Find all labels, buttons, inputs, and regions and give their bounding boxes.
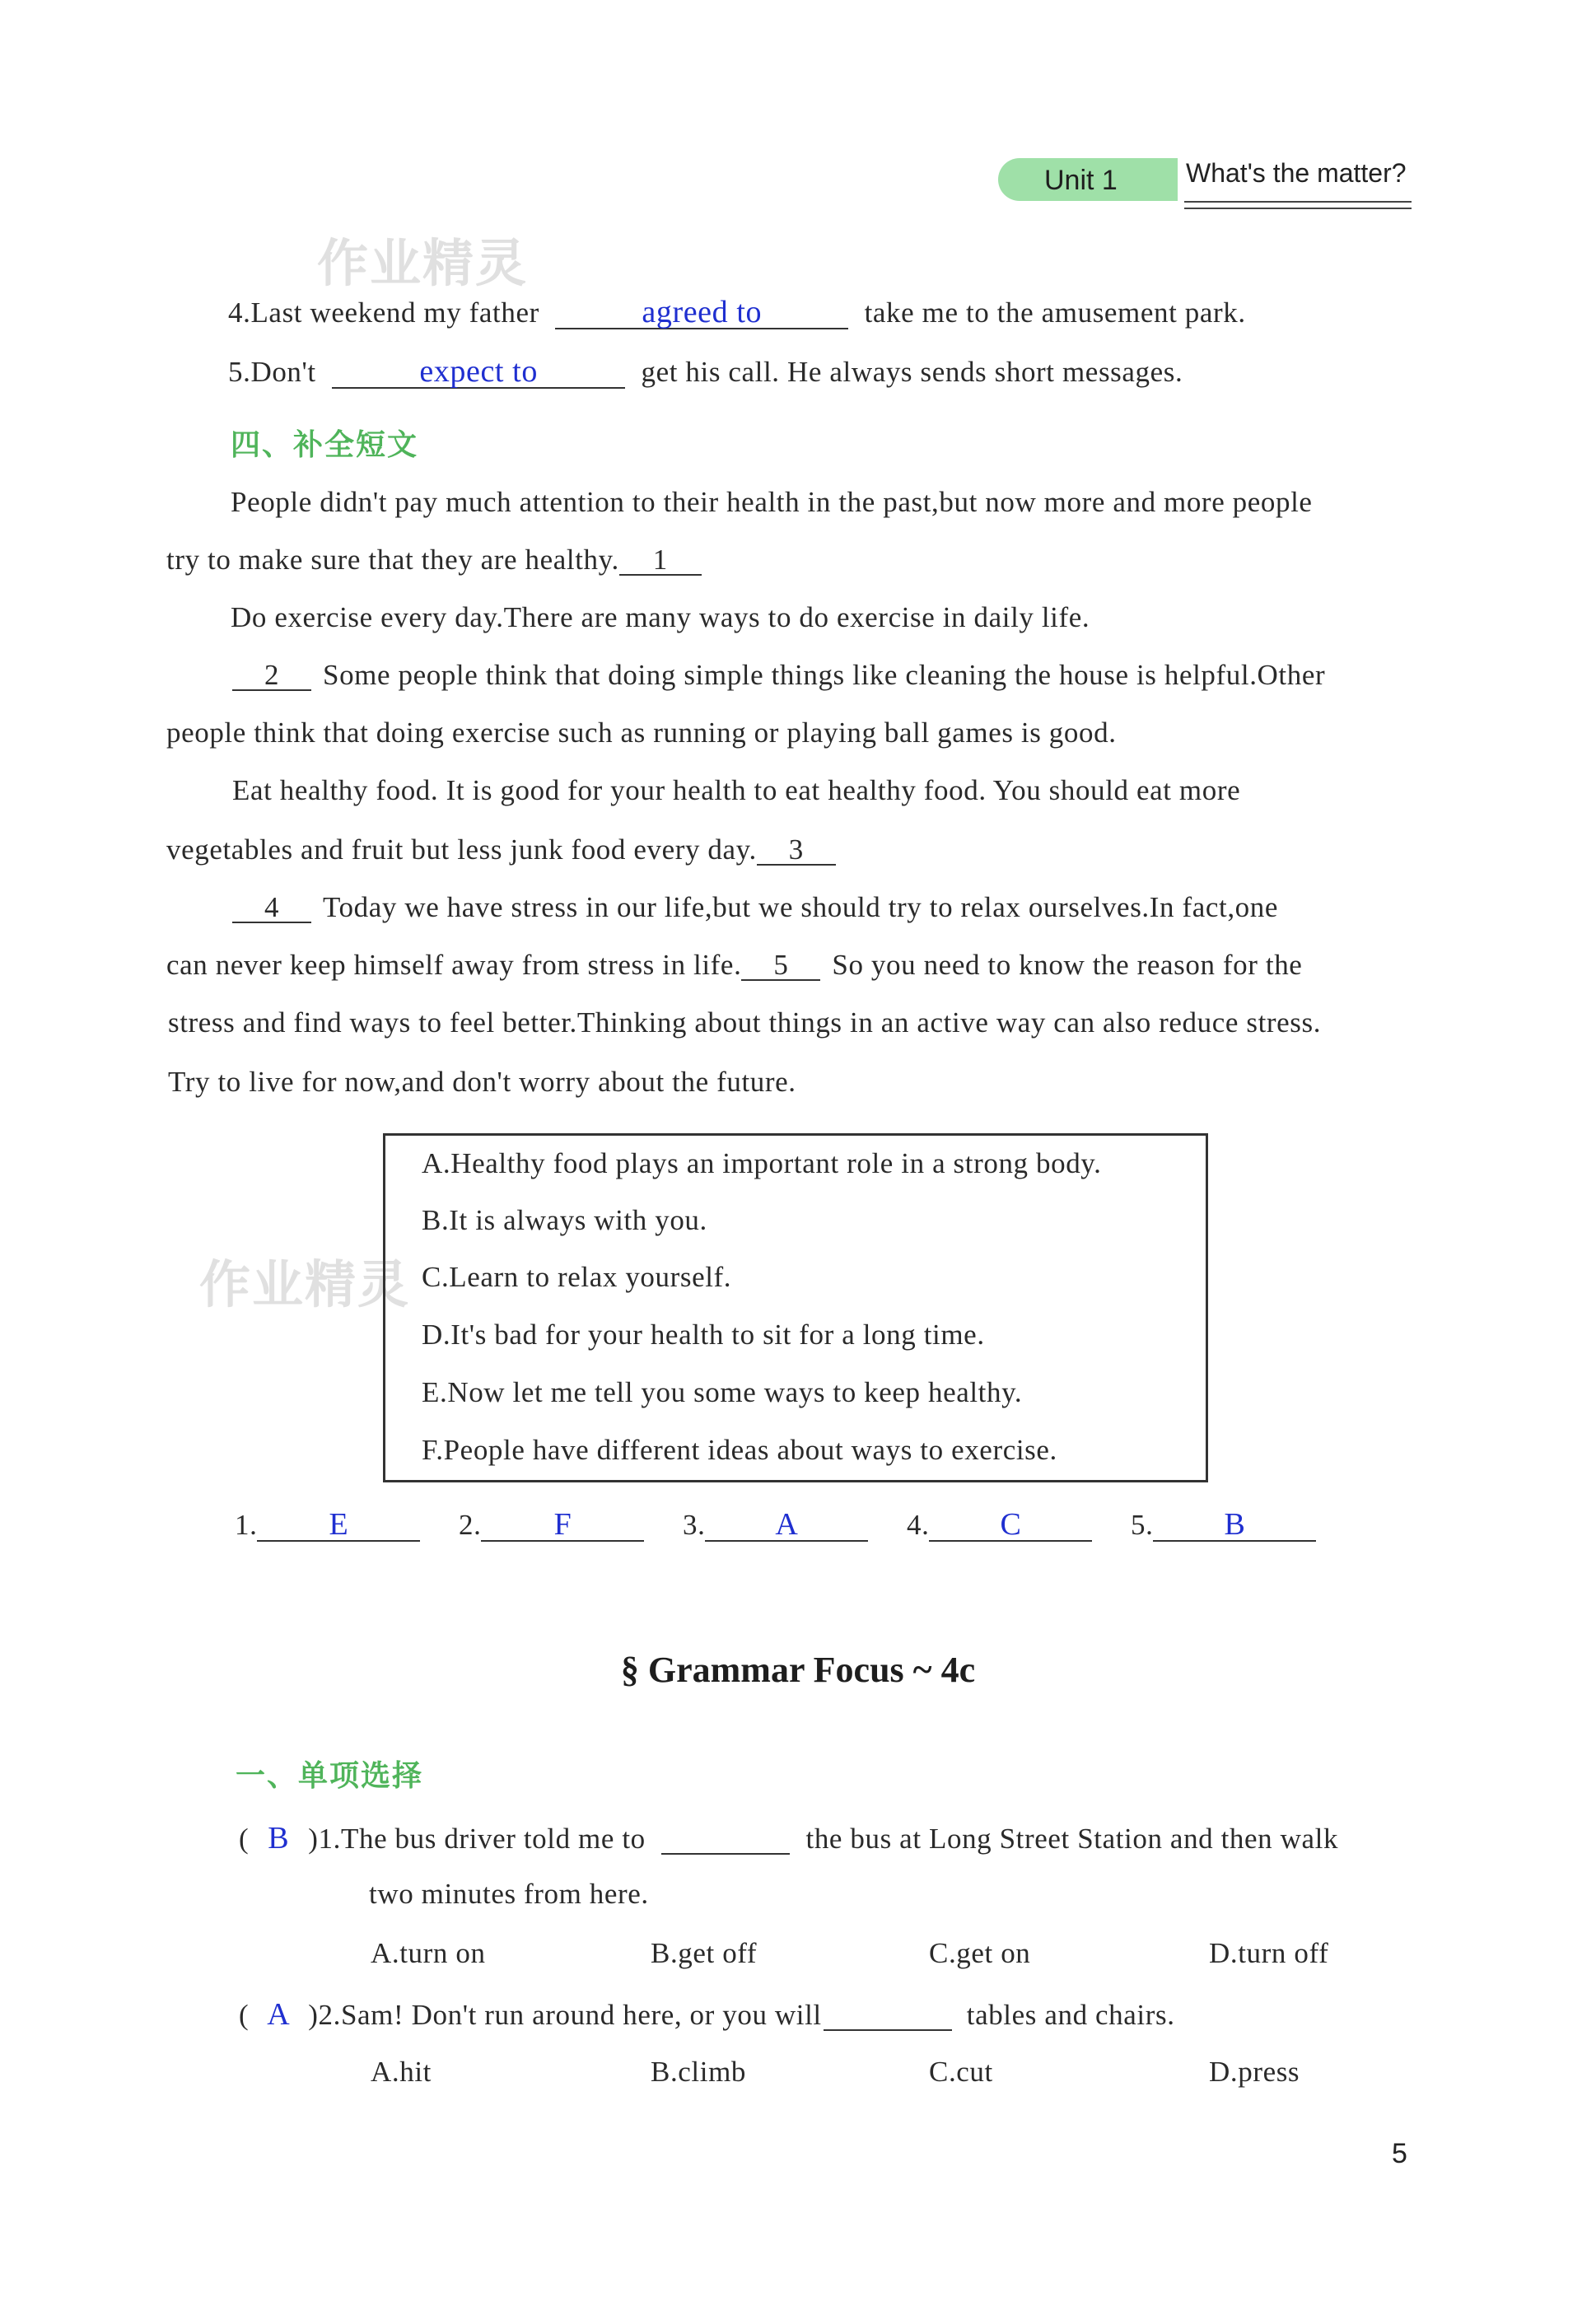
answer-blank[interactable] <box>257 1509 420 1542</box>
blank-number: 5 <box>773 949 789 981</box>
passage-text: can never keep himself away from stress in life. <box>166 949 742 981</box>
page-number: 5 <box>1392 2138 1407 2169</box>
passage-text: try to make sure that they are healthy. <box>166 544 619 576</box>
question-2-option[interactable]: D.press <box>1209 2056 1300 2088</box>
blank-number: 3 <box>788 833 804 866</box>
answer-blank[interactable] <box>555 296 848 329</box>
question-1-option[interactable]: C.get on <box>929 1937 1031 1969</box>
item-number: 5. <box>228 356 251 388</box>
answer-item <box>235 1509 459 1542</box>
answer-item <box>683 1509 907 1542</box>
answer-blank[interactable] <box>481 1509 644 1542</box>
section-heading-passage: 四、补全短文 <box>231 428 419 462</box>
answer-row <box>235 1509 1355 1542</box>
passage-line <box>166 949 1302 982</box>
question-2-option[interactable]: C.cut <box>929 2056 993 2088</box>
question-1-line2: two minutes from here. <box>369 1878 649 1910</box>
answer-number: 3. <box>683 1509 706 1541</box>
question-stem: Sam! Don't run around here, or you will <box>340 1999 822 2031</box>
answer-text: A <box>775 1507 799 1542</box>
question-stem: The bus driver told me to <box>340 1823 646 1855</box>
passage-blank[interactable] <box>232 661 311 691</box>
paren-open: ( <box>239 1999 250 2031</box>
watermark-middle: 作业精灵 <box>199 1254 411 1314</box>
item-text-before: Last weekend my father <box>250 296 539 329</box>
option-c: C.Learn to relax yourself. <box>422 1261 732 1293</box>
passage-line: stress and find ways to feel better.Thinking about things in an active way can also reduce stress. <box>168 1006 1322 1039</box>
option-a: A.Healthy food plays an important role in a strong body. <box>422 1147 1102 1179</box>
option-f: F.People have different ideas about ways to exercise. <box>422 1434 1057 1466</box>
passage-line <box>166 544 702 576</box>
passage-text: Today we have stress in our life,but we should try to relax ourselves.In fact,one <box>323 891 1279 923</box>
answer-item <box>907 1509 1131 1542</box>
passage-blank[interactable] <box>619 545 702 576</box>
paren-open: ( <box>239 1823 250 1855</box>
passage-blank[interactable] <box>232 893 311 923</box>
question-1-option[interactable]: A.turn on <box>371 1937 486 1969</box>
item-number: 4. <box>228 296 251 329</box>
question-number: )1. <box>308 1823 341 1855</box>
passage-line: people think that doing exercise such as running or playing ball games is good. <box>166 717 1117 749</box>
header-rule <box>1184 201 1412 209</box>
passage-line <box>232 891 1278 924</box>
passage-text: So you need to know the reason for the <box>832 949 1303 981</box>
question-1 <box>239 1820 1338 1856</box>
answer-blank[interactable] <box>1153 1509 1316 1542</box>
section-heading-choice: 一、单项选择 <box>236 1759 424 1793</box>
option-b: B.It is always with you. <box>422 1204 707 1236</box>
fill-in-item-4 <box>228 296 1246 329</box>
question-answer[interactable]: B <box>268 1821 290 1856</box>
options-box <box>383 1133 1208 1482</box>
question-2-option[interactable]: B.climb <box>651 2056 747 2088</box>
item-text-before: Don't <box>250 356 316 388</box>
answer-number: 4. <box>907 1509 930 1541</box>
passage-text: Some people think that doing simple things like cleaning the house is helpful.Other <box>323 659 1326 691</box>
question-stem: the bus at Long Street Station and then walk <box>805 1823 1339 1855</box>
answer-blank[interactable] <box>929 1509 1092 1542</box>
question-blank <box>824 2000 952 2031</box>
question-2-option[interactable]: A.hit <box>371 2056 432 2088</box>
question-stem: tables and chairs. <box>966 1999 1175 2031</box>
answer-number: 5. <box>1131 1509 1154 1541</box>
question-1-option[interactable]: B.get off <box>651 1937 758 1969</box>
passage-text: vegetables and fruit but less junk food every day. <box>166 833 757 866</box>
passage-blank[interactable] <box>741 950 820 981</box>
question-number: )2. <box>308 1999 341 2031</box>
grammar-title: § Grammar Focus ~ 4c <box>620 1650 976 1690</box>
blank-number: 2 <box>264 659 280 691</box>
unit-badge-label: Unit 1 <box>1044 165 1118 196</box>
blank-number: 1 <box>652 544 668 576</box>
passage-line: Eat healthy food. It is good for your health to eat healthy food. You should eat more <box>232 774 1241 806</box>
question-blank <box>661 1824 790 1855</box>
answer-item <box>459 1509 683 1542</box>
option-d: D.It's bad for your health to sit for a long time. <box>422 1319 985 1351</box>
answer-text: F <box>553 1507 572 1542</box>
passage-line <box>232 659 1325 692</box>
option-e: E.Now let me tell you some ways to keep healthy. <box>422 1376 1023 1408</box>
watermark-top: 作业精灵 <box>317 233 529 293</box>
question-answer[interactable]: A <box>267 1997 291 2032</box>
answer-blank[interactable] <box>705 1509 868 1542</box>
answer-number: 1. <box>235 1509 258 1541</box>
blank-number: 4 <box>264 891 280 923</box>
passage-blank[interactable] <box>757 835 836 866</box>
item-text-after: take me to the amusement park. <box>864 296 1246 329</box>
answer-text: agreed to <box>642 295 763 329</box>
answer-text: E <box>329 1507 349 1542</box>
answer-number: 2. <box>459 1509 482 1541</box>
passage-line <box>166 833 836 866</box>
answer-text: expect to <box>419 354 538 389</box>
passage-line: Do exercise every day.There are many ways to do exercise in daily life. <box>231 601 1090 633</box>
fill-in-item-5 <box>228 356 1183 389</box>
passage-line: People didn't pay much attention to their health in the past,but now more and more people <box>231 486 1313 518</box>
answer-item <box>1131 1509 1355 1542</box>
item-text-after: get his call. He always sends short messages. <box>641 356 1183 388</box>
answer-blank[interactable] <box>332 356 625 389</box>
question-1-option[interactable]: D.turn off <box>1209 1937 1329 1969</box>
answer-text: C <box>1000 1507 1022 1542</box>
question-2 <box>239 1996 1175 2033</box>
unit-title: What's the matter? <box>1186 158 1407 188</box>
answer-text: B <box>1224 1507 1246 1542</box>
passage-line: Try to live for now,and don't worry about the future. <box>168 1066 796 1098</box>
